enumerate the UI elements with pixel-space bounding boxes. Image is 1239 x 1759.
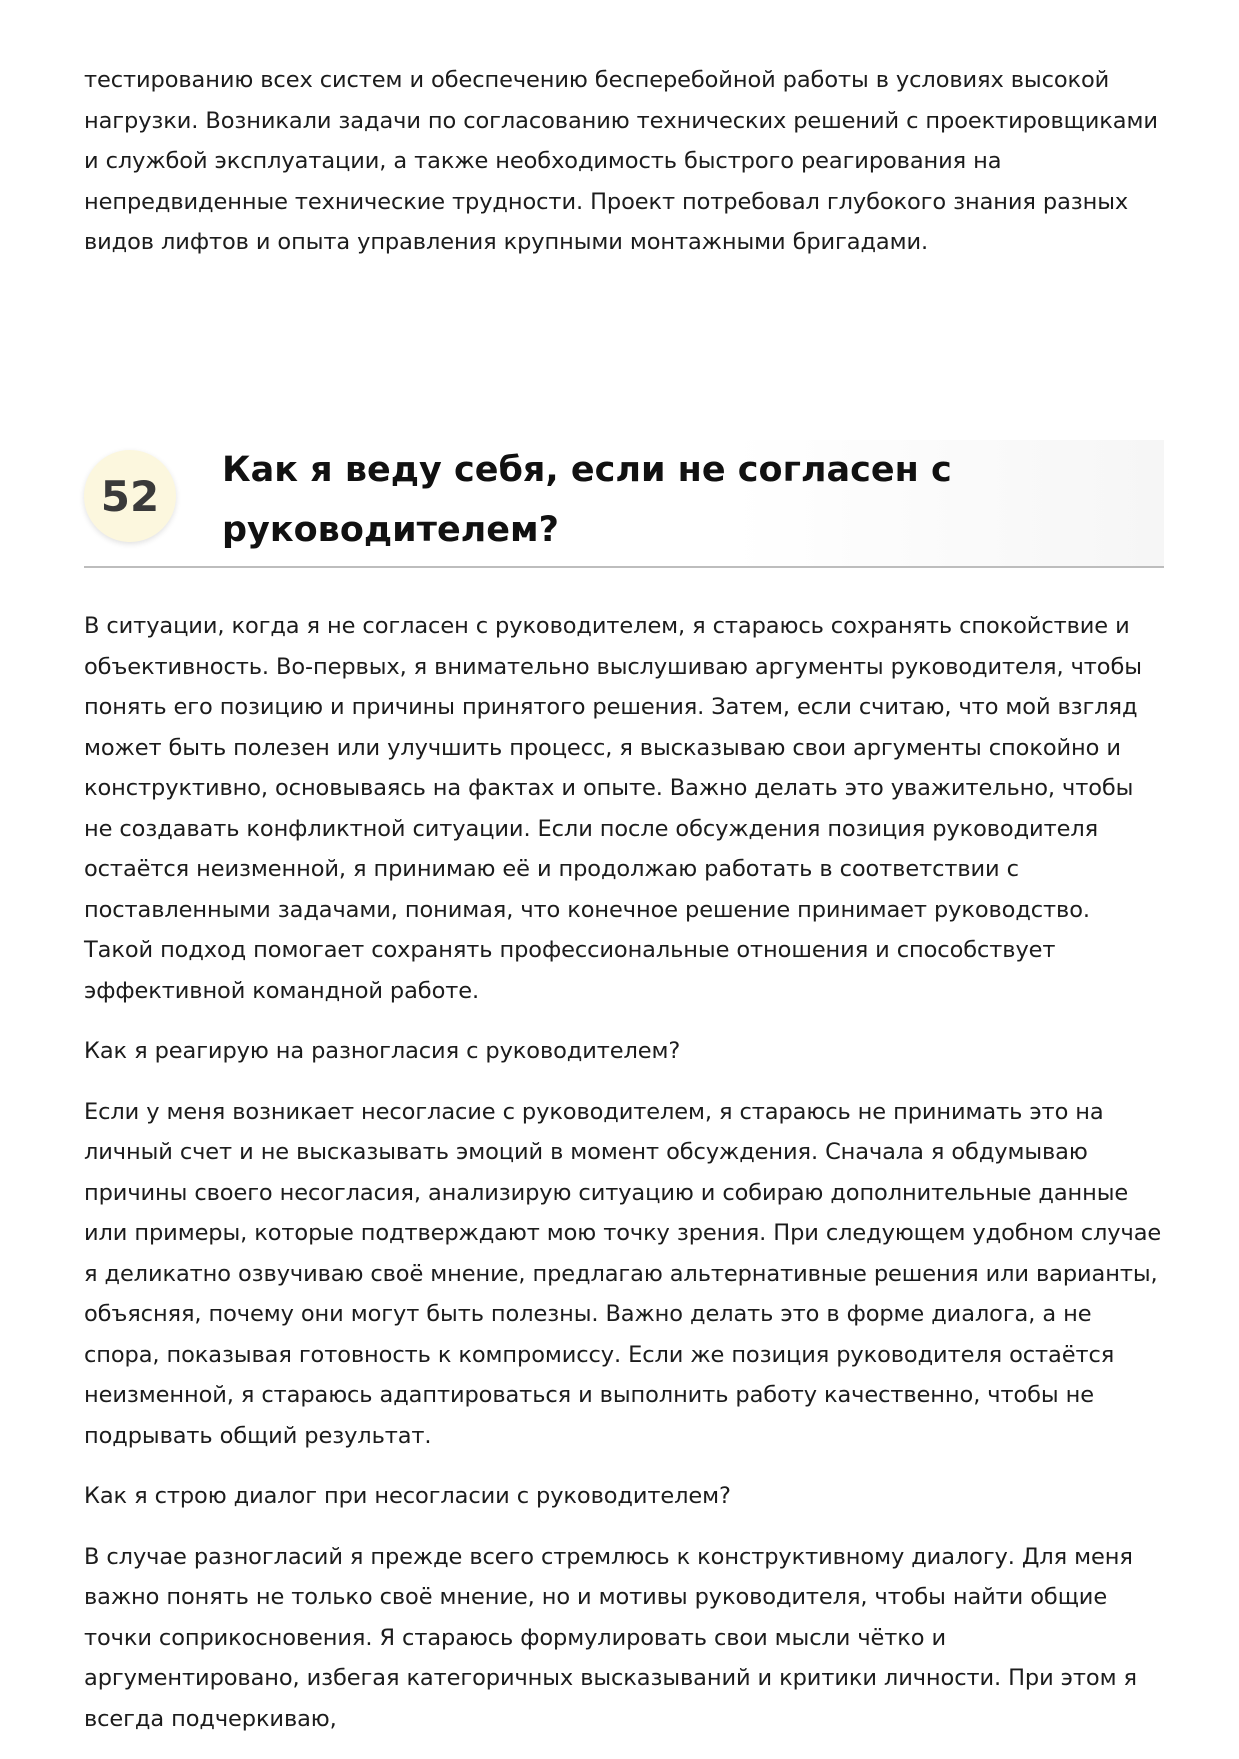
intro-paragraph: тестированию всех систем и обеспечению бесперебойной работы в условиях высокой нагрузки. Возникали задачи по согласованию технических решений с проектировщиками и службой эксплуатации, а также необходимость быстрого реагирования на непредвиденные технические трудности. Проект потребовал глубокого знания разных видов лифтов и опыта управления крупными монтажными бригадами.	[84, 67, 1158, 255]
answer-body	[84, 606, 1164, 1759]
answer-paragraph-1: В ситуации, когда я не согласен с руководителем, я стараюсь сохранять спокойствие и объективность. Во-первых, я внимательно выслушиваю аргументы руководителя, чтобы понять его позицию и причины принятого решения. Затем, если считаю, что мой взгляд может быть полезен или улучшить процесс, я высказываю свои аргументы спокойно и конструктивно, основываясь на фактах и опыте. Важно делать это уважительно, чтобы не создавать конфликтной ситуации. Если после обсуждения позиция руководителя остаётся неизменной, я принимаю её и продолжаю работать в соответствии с поставленными задачами, понимая, что конечное решение принимает руководство. Такой подход помогает сохранять профессиональные отношения и способствует эффективной командной работе.	[84, 613, 1142, 1004]
answer-paragraph-3: В случае разногласий я прежде всего стремлюсь к конструктивному диалогу. Для меня важно понять не только своё мнение, но и мотивы руководителя, чтобы найти общие точки соприкосновения. Я стараюсь формулировать свои мысли чётко и аргументировано, избегая категоричных высказываний и критики личности. При этом я всегда подчеркиваю,	[84, 1543, 1137, 1732]
subquestion-1: Как я реагирую на разногласия с руководителем?	[84, 1038, 681, 1064]
answer-paragraph-2: Если у меня возникает несогласие с руководителем, я стараюсь не принимать это на личный счет и не высказывать эмоций в момент обсуждения. Сначала я обдумываю причины своего несогласия, анализирую ситуацию и собираю дополнительные данные или примеры, которые подтверждают мою точку зрения. При следующем удобном случае я деликатно озвучиваю своё мнение, предлагаю альтернативные решения или варианты, объясняя, почему они могут быть полезны. Важно делать это в форме диалога, а не спора, показывая готовность к компромиссу. Если же позиция руководителя остаётся неизменной, я стараюсь адаптироваться и выполнить работу качественно, чтобы не подрывать общий результат.	[84, 1098, 1162, 1449]
question-title: Как я веду себя, если не согласен с руководителем?	[222, 450, 952, 550]
question-header	[84, 440, 1164, 568]
question-number-badge: 52	[84, 450, 176, 542]
subquestion-2: Как я строю диалог при несогласии с руководителем?	[84, 1483, 731, 1509]
